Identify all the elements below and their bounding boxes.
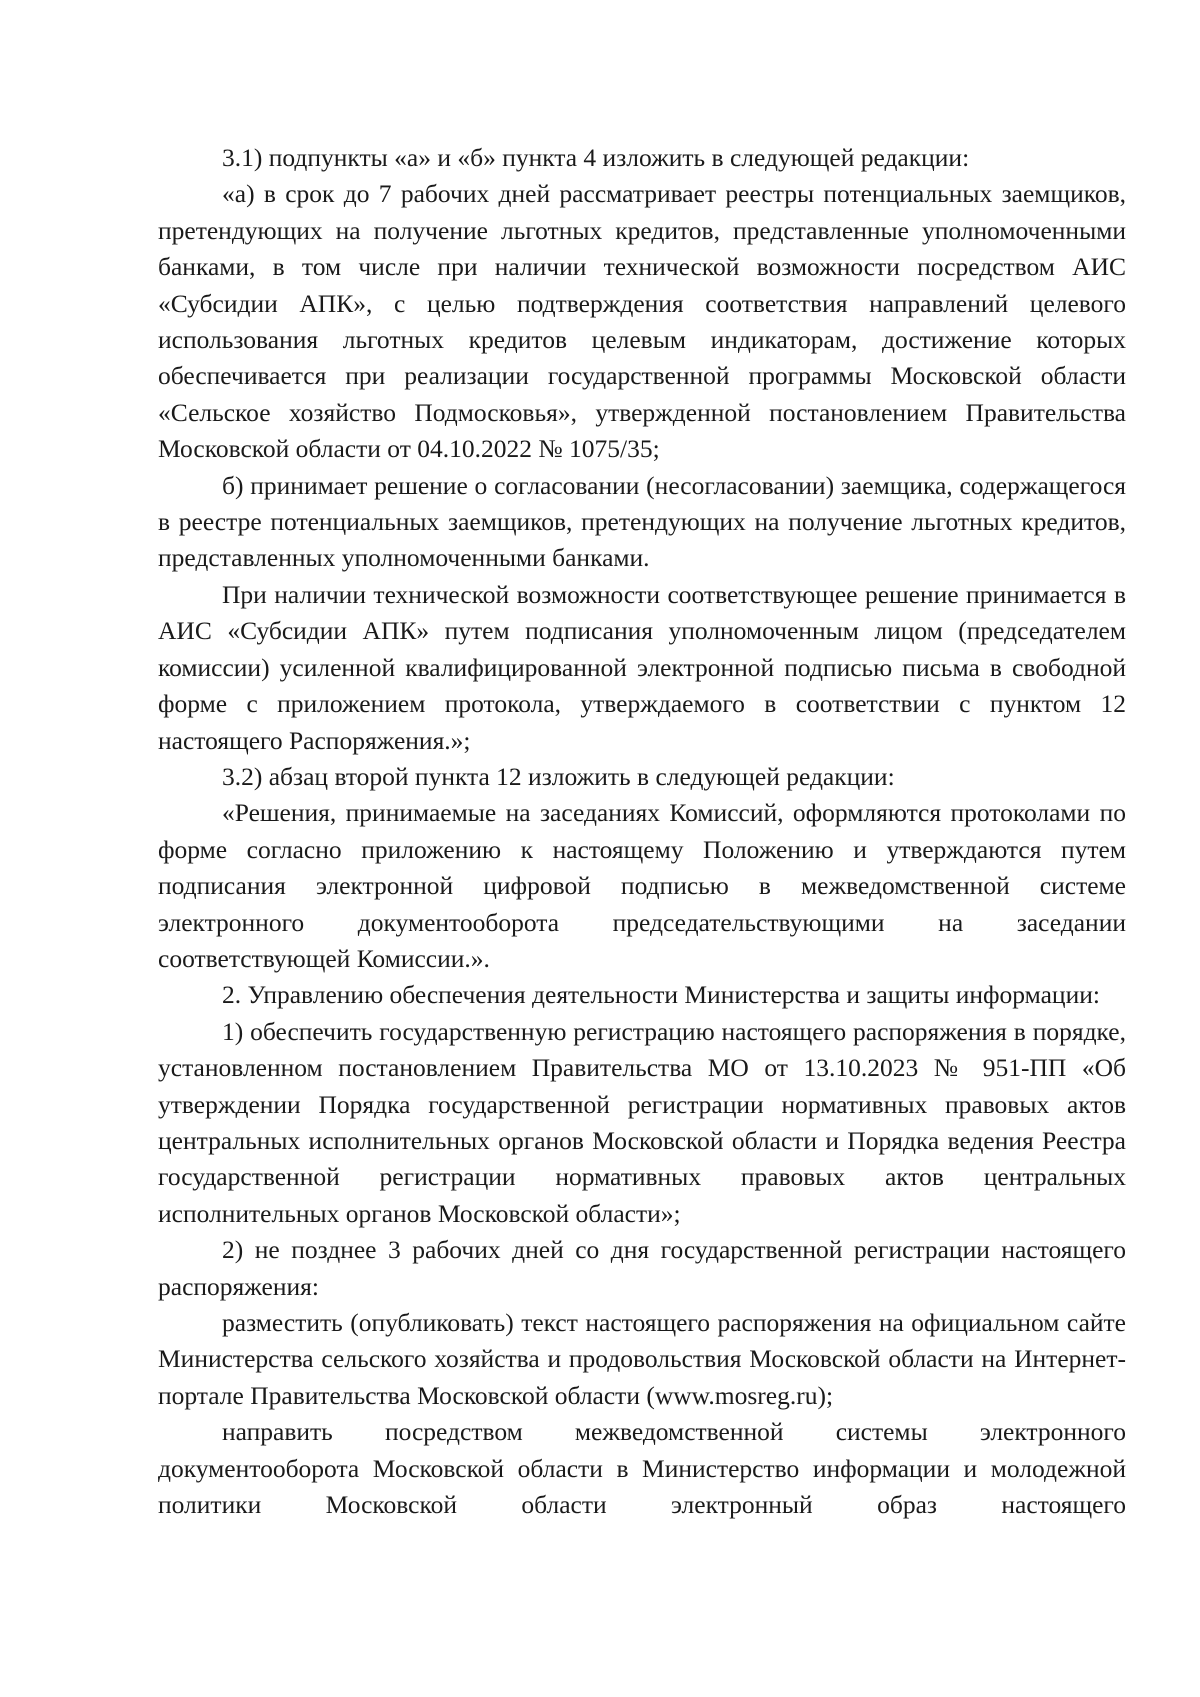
paragraph-item-2: 2. Управлению обеспечения деятельности Министерства и защиты информации: (222, 980, 1100, 1010)
paragraph-3-1-heading: 3.1) подпункты «а» и «б» пункта 4 изложить в следующей редакции: (222, 143, 970, 172)
paragraph-send: направить посредством межведомственной системы электронного документооборота Московской области в Министерство информации и молодежной политики Московской области электронный образ настоящего (158, 1417, 1126, 1520)
paragraph-item-2-1: 1) обеспечить государственную регистрацию настоящего распоряжения в порядке, установленном постановлением Правительства МО от 13.10.2023 № 951-ПП «Об утверждении Порядка государственной регистрации нормативных правовых актов центральных исполнительных органов Московской области и Порядка ведения Реестра государственной регистрации нормативных правовых актов центральных исполнительных органов Московской области»; (158, 1016, 1126, 1228)
paragraph-subitem-b: б) принимает решение о согласовании (несогласовании) заемщика, содержащегося в реестре потенциальных заемщиков, претендующих на получение льготных кредитов, представленных уполномоченными банками. (158, 470, 1126, 573)
paragraph-3-2-heading: 3.2) абзац второй пункта 12 изложить в следующей редакции: (222, 761, 895, 791)
paragraph-technical-possibility: При наличии технической возможности соответствующее решение принимается в АИС «Субсидии АПК» путем подписания уполномоченным лицом (председателем комиссии) усиленной квалифицированной электронной подписью письма в свободной форме с приложением протокола, утверждаемого в соответствии с пунктом 12 настоящего Распоряжения.»; (158, 579, 1126, 755)
paragraph-item-2-2: 2) не позднее 3 рабочих дней со дня государственной регистрации настоящего распоряжения: (158, 1235, 1126, 1301)
paragraph-publish: разместить (опубликовать) текст настоящего распоряжения на официальном сайте Министерства сельского хозяйства и продовольствия Московской области на Интернет-портале Правительства Московской области (www.mosreg.ru); (158, 1308, 1126, 1410)
document-body (158, 140, 1126, 1523)
paragraph-subitem-a: «а) в срок до 7 рабочих дней рассматривает реестры потенциальных заемщиков, претендующих на получение льготных кредитов, представленные уполномоченными банками, в том числе при наличии технической возможности посредством АИС «Субсидии АПК», с целью подтверждения соответствия направлений целевого использования льготных кредитов целевым индикаторам, достижение которых обеспечивается при реализации государственной программы Московской области «Сельское хозяйство Подмосковья», утвержденной постановлением Правительства Московской области от 04.10.2022 № 1075/35; (158, 179, 1126, 464)
paragraph-commission-decisions: «Решения, принимаемые на заседаниях Комиссий, оформляются протоколами по форме согласно приложению к настоящему Положению и утверждаются путем подписания электронной цифровой подписью в межведомственной системе электронного документооборота председательствующими на заседании соответствующей Комиссии.». (158, 798, 1126, 973)
